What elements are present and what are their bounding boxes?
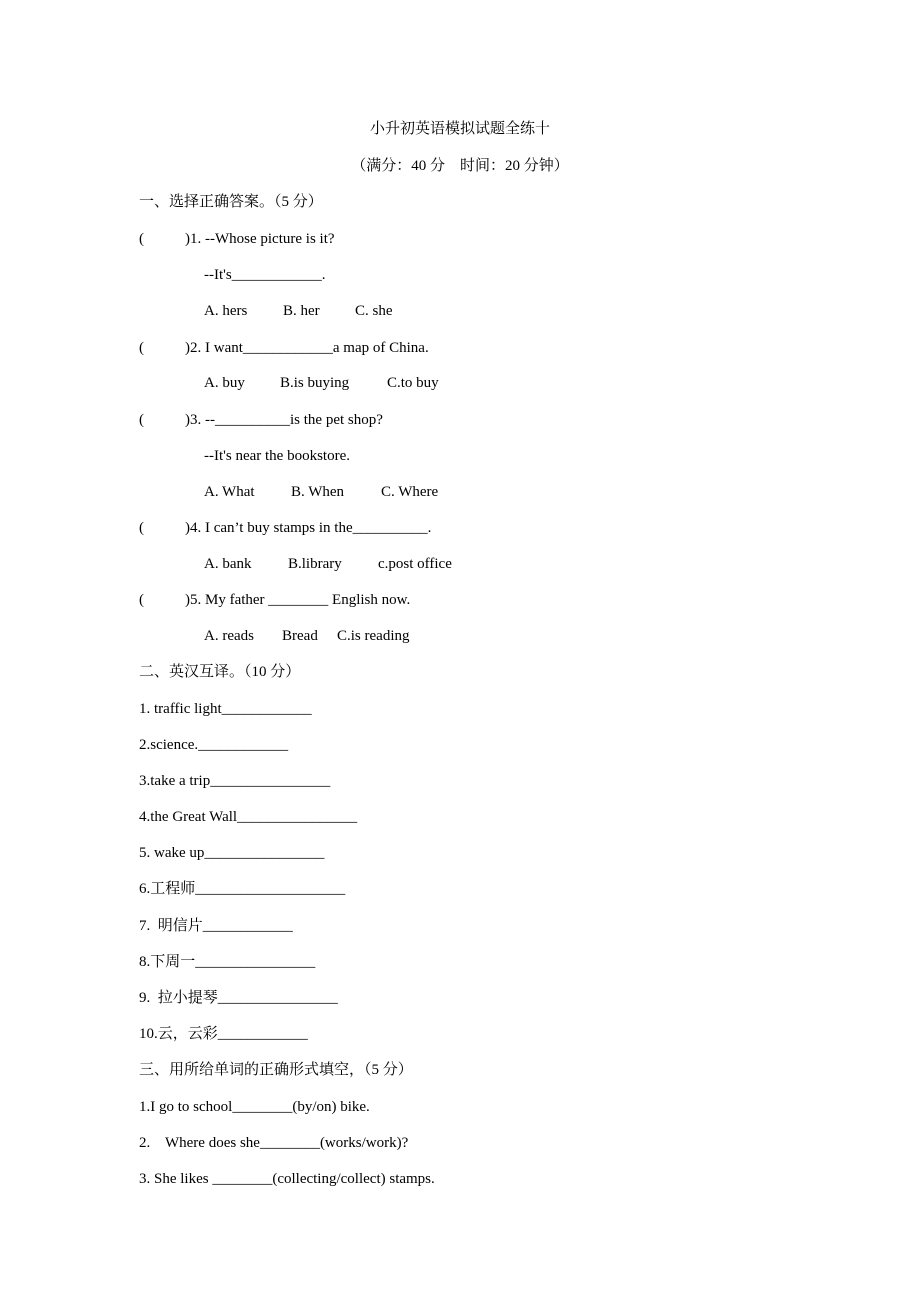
option: c.post office xyxy=(378,556,452,572)
option: B.library xyxy=(288,556,342,572)
option: C.to buy xyxy=(387,375,439,391)
option: A. hers xyxy=(204,303,248,319)
answer-paren: ( xyxy=(139,412,144,428)
translation-item: 10.云，云彩____________ xyxy=(139,1026,308,1042)
question-stem: )2. I want____________a map of China. xyxy=(185,340,429,356)
translation-item: 5. wake up________________ xyxy=(139,845,325,861)
option: C.is reading xyxy=(337,628,410,644)
fill-in-item: 2. Where does she________(works/work)? xyxy=(139,1135,409,1151)
option: C. she xyxy=(355,303,393,319)
section2-heading: 二、英汉互译。（10 分） xyxy=(139,664,301,680)
option: A. What xyxy=(204,484,255,500)
option: A. bank xyxy=(204,556,252,572)
question-stem: )1. --Whose picture is it? xyxy=(185,231,335,247)
section1-heading: 一、选择正确答案。（5 分） xyxy=(139,194,323,210)
section3-heading: 三、用所给单词的正确形式填空，（5 分） xyxy=(139,1062,413,1078)
translation-item: 7. 明信片____________ xyxy=(139,918,293,934)
translation-item: 3.take a trip________________ xyxy=(139,773,331,789)
option: Bread xyxy=(282,628,318,644)
option: B. her xyxy=(283,303,320,319)
page-subtitle: （满分：40 分 时间：20 分钟） xyxy=(351,158,569,174)
question-line2: --It's____________. xyxy=(204,267,326,283)
option: C. Where xyxy=(381,484,439,500)
answer-paren: ( xyxy=(139,340,144,356)
option: B.is buying xyxy=(280,375,350,391)
translation-item: 9. 拉小提琴________________ xyxy=(139,990,338,1006)
question-stem: )5. My father ________ English now. xyxy=(185,592,411,608)
question-stem: )3. --__________is the pet shop? xyxy=(185,412,383,428)
option: A. buy xyxy=(204,375,245,391)
answer-paren: ( xyxy=(139,592,144,608)
translation-item: 4.the Great Wall________________ xyxy=(139,809,358,825)
page-title: 小升初英语模拟试题全练十 xyxy=(369,121,550,137)
question-stem: )4. I can’t buy stamps in the__________. xyxy=(185,520,432,536)
fill-in-item: 1.I go to school________(by/on) bike. xyxy=(139,1099,370,1115)
option: B. When xyxy=(291,484,345,500)
option: A. reads xyxy=(204,628,254,644)
answer-paren: ( xyxy=(139,520,144,536)
translation-item: 2.science.____________ xyxy=(139,737,289,753)
answer-paren: ( xyxy=(139,231,144,247)
question-line2: --It's near the bookstore. xyxy=(204,448,350,464)
translation-item: 6.工程师____________________ xyxy=(139,881,346,897)
translation-item: 8.下周一________________ xyxy=(139,954,316,970)
fill-in-item: 3. She likes ________(collecting/collect) stamps. xyxy=(139,1171,435,1187)
translation-item: 1. traffic light____________ xyxy=(139,701,312,717)
